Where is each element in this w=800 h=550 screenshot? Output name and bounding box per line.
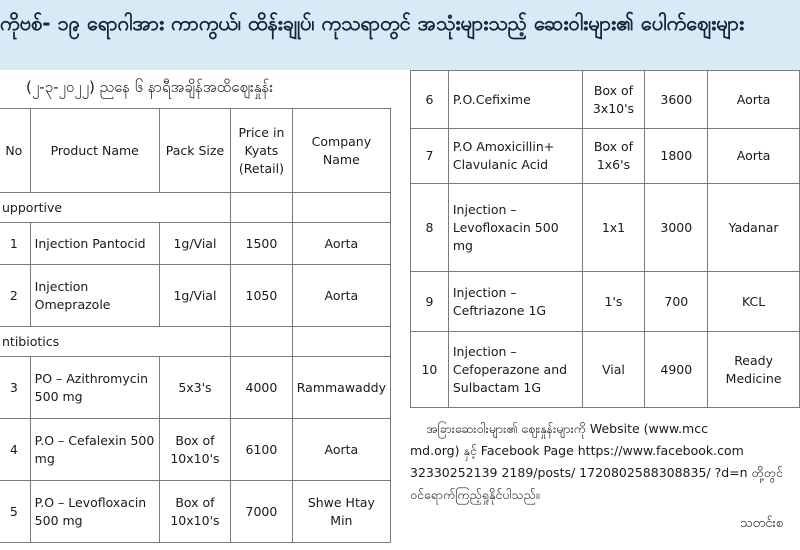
cell-no: 8	[411, 184, 449, 272]
empty-cell	[292, 193, 390, 223]
cell-company: Shwe Htay Min	[292, 481, 390, 543]
note-line: 32330252139 2189/posts/ 1720802588308835/ ?d=n တို့တွင်	[410, 465, 783, 480]
cell-product: P.O – Levofloxacin 500 mg	[30, 481, 159, 543]
cell-no: 7	[411, 129, 449, 184]
empty-cell	[231, 193, 293, 223]
cell-company: Yadanar	[708, 184, 800, 272]
cell-pack: Box of 1x6's	[582, 129, 645, 184]
cell-price: 7000	[231, 481, 293, 543]
cell-pack: Box of 10x10's	[159, 481, 230, 543]
cell-product: Injection – Cefoperazone and Sulbactam 1G	[448, 332, 582, 408]
cell-pack: 5x3's	[159, 357, 230, 419]
table-row	[0, 223, 391, 265]
cell-no: 6	[411, 71, 449, 129]
page-title: ကိုဗစ်- ၁၉ ရောဂါအား ကာကွယ်၊ ထိန်းချုပ်၊ ကုသရာတွင် အသုံးများသည့် ဆေးဝါးများ၏ ပေါက်ဈေးများ	[0, 11, 745, 35]
cell-price: 1050	[231, 265, 293, 327]
cell-product: Injection Omeprazole	[30, 265, 159, 327]
cell-price: 3600	[645, 71, 708, 129]
price-table-left	[0, 108, 391, 543]
cell-pack: 1g/Vial	[159, 223, 230, 265]
note-line: md.org) နှင့် Facebook Page https://www.facebook.com	[410, 443, 744, 458]
cell-pack: Box of 3x10's	[582, 71, 645, 129]
cell-price: 1500	[231, 223, 293, 265]
date-line: (၂-၃-၂၀၂၂) ညနေ ၆ နာရီအချိန်အထိဈေးနှုန်း	[26, 78, 274, 96]
cell-no: 4	[0, 419, 30, 481]
note-line: အခြားဆေးဝါးများ၏ ဈေးနှုန်းများကို Website (www.mcc	[426, 421, 708, 436]
cell-no: 5	[0, 481, 30, 543]
cell-company: Aorta	[708, 71, 800, 129]
table-row	[411, 184, 800, 272]
cell-company: Aorta	[292, 265, 390, 327]
cell-pack: Box of 10x10's	[159, 419, 230, 481]
cell-company: Rammawaddy	[292, 357, 390, 419]
cell-product: P.O – Cefalexin 500 mg	[30, 419, 159, 481]
col-header-product: Product Name	[30, 109, 159, 193]
col-header-company: Company Name	[292, 109, 390, 193]
section-label: upportive	[0, 193, 231, 223]
table-row	[411, 129, 800, 184]
col-header-pack: Pack Size	[159, 109, 230, 193]
cell-pack: Vial	[582, 332, 645, 408]
section-label: ntibiotics	[0, 327, 231, 357]
cell-price: 6100	[231, 419, 293, 481]
cell-company: Ready Medicine	[708, 332, 800, 408]
cell-no: 9	[411, 272, 449, 332]
table-row	[411, 272, 800, 332]
cell-price: 4900	[645, 332, 708, 408]
section-row-antibiotics	[0, 327, 391, 357]
table-row	[411, 332, 800, 408]
cell-pack: 1's	[582, 272, 645, 332]
cell-product: P.O Amoxicillin+ Clavulanic Acid	[448, 129, 582, 184]
cell-price: 3000	[645, 184, 708, 272]
table-header-row	[0, 109, 391, 193]
cell-no: 10	[411, 332, 449, 408]
signature: သတင်းစ	[740, 516, 784, 531]
table-row	[411, 71, 800, 129]
cell-company: Aorta	[708, 129, 800, 184]
empty-cell	[292, 327, 390, 357]
cell-product: Injection Pantocid	[30, 223, 159, 265]
col-header-price: Price in Kyats (Retail)	[231, 109, 293, 193]
cell-product: PO – Azithromycin 500 mg	[30, 357, 159, 419]
info-note	[410, 418, 800, 506]
cell-product: Injection – Levofloxacin 500 mg	[448, 184, 582, 272]
cell-company: Aorta	[292, 223, 390, 265]
cell-no: 2	[0, 265, 30, 327]
table-row	[0, 481, 391, 543]
cell-price: 700	[645, 272, 708, 332]
note-line: ဝင်ရောက်ကြည့်ရှုနိုင်ပါသည်။	[410, 487, 540, 502]
cell-no: 1	[0, 223, 30, 265]
cell-price: 1800	[645, 129, 708, 184]
table-row	[0, 419, 391, 481]
cell-price: 4000	[231, 357, 293, 419]
cell-company: KCL	[708, 272, 800, 332]
cell-pack: 1x1	[582, 184, 645, 272]
cell-product: P.O.Cefixime	[448, 71, 582, 129]
cell-no: 3	[0, 357, 30, 419]
header-banner	[0, 0, 800, 70]
table-row	[0, 265, 391, 327]
empty-cell	[231, 327, 293, 357]
table-row	[0, 357, 391, 419]
cell-company: Aorta	[292, 419, 390, 481]
col-header-no: No	[0, 109, 30, 193]
cell-product: Injection – Ceftriazone 1G	[448, 272, 582, 332]
cell-pack: 1g/Vial	[159, 265, 230, 327]
price-table-right	[410, 70, 800, 408]
section-row-supportive	[0, 193, 391, 223]
